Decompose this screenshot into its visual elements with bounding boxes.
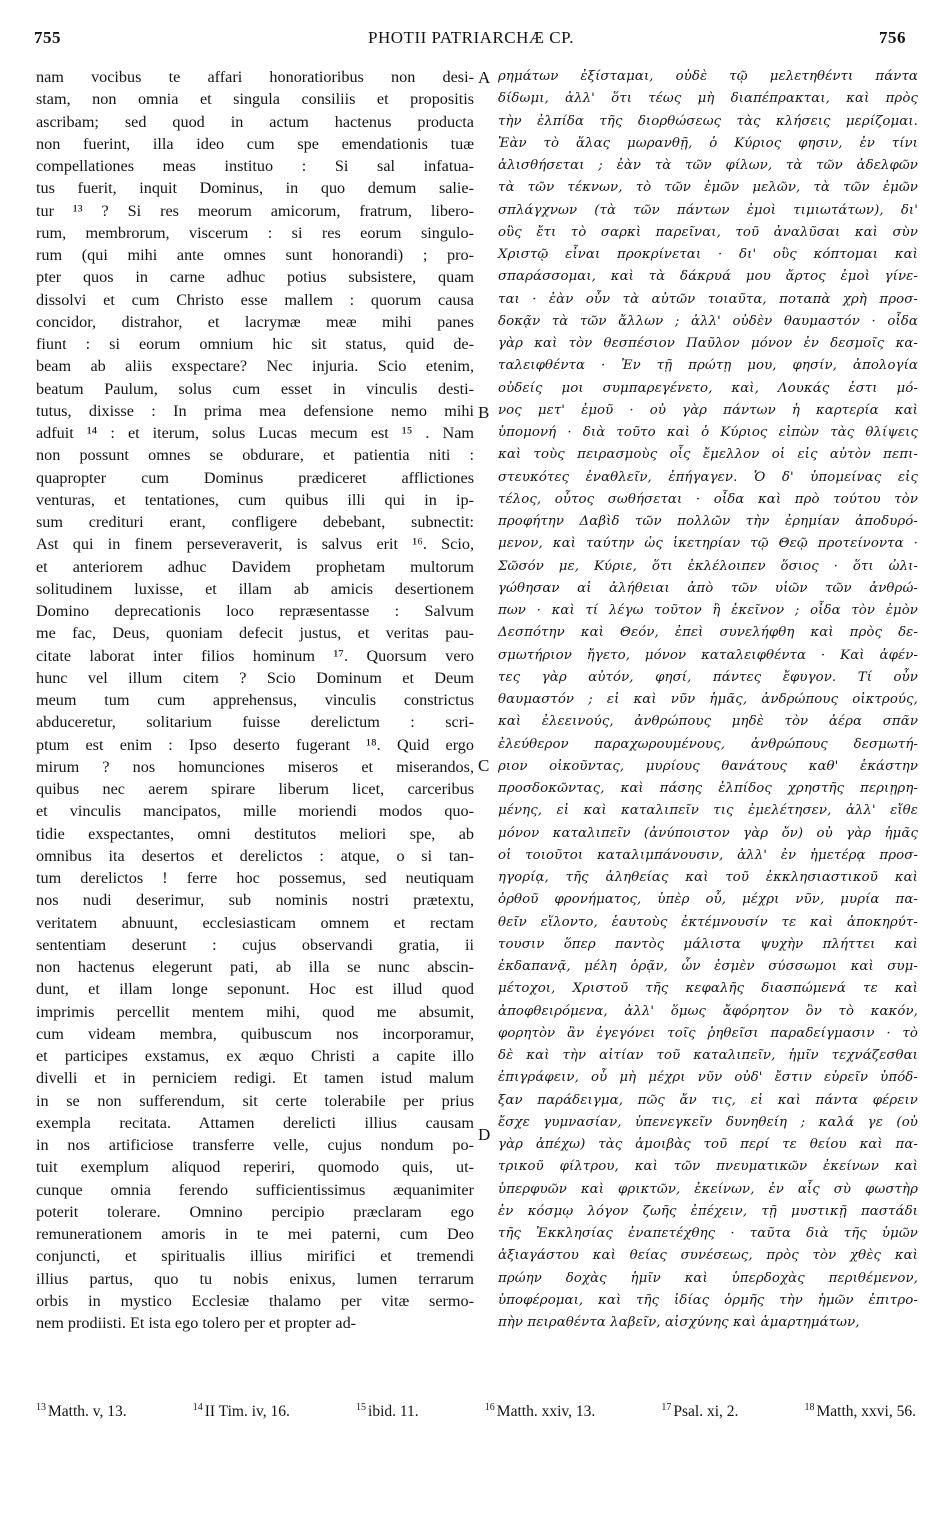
latin-text-line: tidie exspectantes, omni destitutos meliori spe, ab <box>36 824 474 843</box>
greek-text-line: ἐκδαπανᾷ, μέλη ὁρᾷν, ὧν ἐσμὲν σύσσωμοι καὶ συμ- <box>498 959 918 974</box>
latin-text-line: ptum est enim : Ipso deserto fugerant ¹⁸. Quid ergo <box>36 735 474 754</box>
latin-text-line: et anteriorem adhuc Davidem prophetam multorum <box>36 557 474 576</box>
running-title: PHOTII PATRIARCHÆ CP. <box>368 28 574 47</box>
latin-text-line: tum derelictos ! ferre hoc possemus, sed neutiquam <box>36 869 474 887</box>
latin-text-line: non fuerint, illa ideo cum spe emendationis tuæ <box>36 134 474 153</box>
greek-text-line: σπαράσσομαι, καὶ τὰ δάκρυά μου ἄρτος ἐμοὶ γίνε- <box>498 269 918 285</box>
section-marker-c: C <box>478 756 490 775</box>
latin-text-line: sum credituri erant, confligere debebant, subnectit: <box>36 513 474 531</box>
latin-text-line: exempla recitata. Attamen derelicti illius causam <box>36 1113 474 1132</box>
footnote-reference: II Tim. iv, 16. <box>204 1403 290 1421</box>
latin-text-line: citate laborat inter filios hominum ¹⁷. Quorsum vero <box>36 646 474 665</box>
latin-text-line: imprimis percellit mentem mihi, quod me absumit, <box>36 1002 474 1021</box>
footnote-reference: Matth, xxvi, 56. <box>816 1403 916 1421</box>
greek-column <box>498 66 918 1334</box>
footnote <box>193 1402 290 1426</box>
greek-text-line: ριον οἰκοῦντας, μυρίους θανάτους καθ' ἑκάστην <box>498 758 918 774</box>
latin-text-line: tuit exemplum aliquod reperiri, quomodo quis, ut- <box>36 1158 474 1177</box>
latin-text-line: tutus, dixisse : In prima mea defensione nemo mihi <box>36 401 474 420</box>
latin-text-line: in nos artificiose transferre velle, cujus nondum po- <box>36 1136 474 1154</box>
latin-text-line: mirum ? nos homunciones miseros et miserandos, <box>36 757 474 776</box>
latin-text-line: illius partus, quo tu nobis enixus, lumen terrarum <box>36 1269 474 1288</box>
greek-text-line: μενον, καὶ ταύτην ὡς ἱκετηρίαν τῷ Θεῷ προτείνοντα · <box>498 536 918 552</box>
greek-text-line: ἐν κόσμῳ λόγον ζωῆς ἐπέχειν, τῇ μυστικῇ παστάδι <box>498 1203 918 1219</box>
latin-text-line: tur ¹³ ? Si res meorum amicorum, fratrum, libero- <box>36 201 474 220</box>
latin-text-line: rum, membrorum, viscerum : si res eorum singulo- <box>36 223 474 242</box>
latin-text-line: quibus nec aerem spirare liberum licet, carceribus <box>36 780 474 798</box>
footnote-number: 17 <box>661 1402 672 1413</box>
greek-text-line: οἱ τοιοῦτοι καταλιμπάνουσιν, ἀλλ' ἐν ἡμετέρᾳ προσ- <box>498 847 918 863</box>
footnote-reference: ibid. 11. <box>368 1403 419 1421</box>
greek-text-line: ξαν παράδειγμα, πῶς ἄν τις, εἰ καὶ πάντα φέρειν <box>498 1092 918 1108</box>
greek-text-line: καὶ τοὺς πειρασμοὺς οἷς ἔμελλον οἱ εἰς αὐτὸν πεπι- <box>498 447 918 463</box>
greek-text-line: Χριστῷ εἶναι προκρίνεται · δι' οὓς κόπτομαι καὶ <box>498 247 918 262</box>
page-number-right: 756 <box>879 28 906 47</box>
latin-text-line: Domino deprecationis loco repræsentasse : Salvum <box>36 602 474 620</box>
latin-text-line: orbis in mystico Ecclesiæ thalamo per vitæ sermo- <box>36 1291 474 1310</box>
latin-text-line: quapropter cum Dominus prædiceret afflictiones <box>36 468 474 487</box>
footnote-number: 14 <box>192 1402 203 1413</box>
greek-text-line: γώθησαν αἱ ἀλήθειαι ἀπὸ τῶν υἱῶν τῶν ἀνθρώ- <box>498 580 918 596</box>
latin-text-line: non possunt omnes se obdurare, et patientia niti : <box>36 446 474 465</box>
greek-text-line: τουσιν ὅπερ παντὸς μάλιστα ψυχὴν πλήττει καὶ <box>498 936 918 952</box>
greek-text-line: ται · ἐὰν οὖν τὰ αὐτῶν τοιαῦτα, ποταπὰ χρὴ προσ- <box>498 291 918 307</box>
footnote-reference: Matth. v, 13. <box>48 1403 127 1421</box>
section-marker-d: D <box>478 1125 491 1144</box>
latin-text-line: adfuit ¹⁴ : et iterum, solus Lucas mecum est ¹⁵ . Nam <box>36 424 474 442</box>
latin-text-line: nem prodiisti. Et ista ego tolero per et propter ad- <box>36 1314 357 1332</box>
latin-text-line: sententiam deserunt : cujus observandi gratia, ii <box>36 935 474 954</box>
greek-text-line: πὴν πειραθέντα λαβεῖν, αἰσχύνης καὶ ἁμαρτημάτων, <box>498 1315 860 1330</box>
latin-text-line: beatum Paulum, solus cum esset in vinculis desti- <box>36 379 474 398</box>
greek-text-line: ἀποφθειρόμενα, ἀλλ' ὅμως ἄφόρητον ὂν τὸ κακόν, <box>498 1003 918 1019</box>
latin-text-line: omnibus ita desertos et derelictos : atque, o si tan- <box>36 846 474 865</box>
greek-text-line: τρικοῦ φίλτρου, καὶ τῶν πνευματικῶν ἐκείνων καὶ <box>498 1159 918 1175</box>
greek-text-line: φορητὸν ἂν ἐγεγόνει τοῖς ῥηθεῖσι παραδείγμασιν · τὸ <box>498 1025 918 1041</box>
greek-text-line: ἁλισθήσεται ; ἐὰν τὰ τῶν φίλων, τὰ τῶν ἀδελφῶν <box>498 158 918 173</box>
greek-text-line: γὰρ καὶ τὸν θεσπέσιον Παῦλον μόνον ἐν δεσμοῖς κα- <box>498 336 918 351</box>
greek-text-line: σμωτήριον ἤγετο, μόνον καταλειφθέντα · Καὶ ἀφέν- <box>498 647 918 663</box>
greek-text-line: μόνον καταλιπεῖν (ἀνύποιστον γὰρ ὄν) οὐ γὰρ ἡμᾶς <box>498 825 918 841</box>
greek-text-line: δοκᾷν τὰ τῶν ἄλλων ; ἀλλ' οὐδὲν θαυμαστόν · οἶδα <box>498 313 918 329</box>
greek-text-line: μένης, εἰ καὶ καταλιπεῖν τις ἐμελέτησεν, ἀλλ' εἴθε <box>498 803 918 819</box>
latin-text-line: tus fuerit, inquit Dominus, in quo demum salie- <box>36 179 474 198</box>
greek-text-line: τὰ τῶν τέκνων, τὸ τῶν ἐμῶν μελῶν, τὰ τῶν ἐμῶν <box>498 180 918 196</box>
latin-text-line: dunt, et illam longe seponunt. Hoc est illud quod <box>36 980 474 999</box>
greek-text-line: ἔσχε γυμνασίαν, ὑπενεγκεῖν δυνηθείη ; καλά γε (οὐ <box>498 1114 918 1130</box>
greek-text-line: θεῖν εἵλοντο, ἑαυτοὺς ἐκτέμνουσίν τε καὶ ἀποκηρύτ- <box>498 914 918 930</box>
latin-text-line: abduceretur, solitarium fuisse derelictum : scri- <box>36 713 474 732</box>
greek-text-line: ρημάτων ἐξίσταμαι, οὐδὲ τῷ μελετηθέντι πάντα <box>498 69 918 84</box>
greek-text-line: οὐδείς μοι συμπαρεγένετο, καὶ, Λουκάς ἐστι μό- <box>498 380 918 396</box>
greek-text-line: ταλειφθέντα · Ἐν τῇ πρώτῃ μου, φησίν, ἀπολογία <box>498 358 918 374</box>
footnote-number: 13 <box>36 1402 46 1413</box>
greek-text-line: προσδοκῶντας, καὶ πάσης ἐλπίδος χρηστῆς περιῃρη- <box>498 781 918 796</box>
latin-text-line: cunque omnia ferendo sufficientissimus æquanimiter <box>36 1180 474 1199</box>
greek-text-line: προφήτην Δαβὶδ τῶν πολλῶν τὴν ἐρημίαν ἀποδυρό- <box>498 514 918 529</box>
greek-text-line: μέτοχοι, Χριστοῦ τῆς κεφαλῆς διασπώμενά τε καὶ <box>498 981 918 997</box>
greek-text-line: νος μετ' ἐμοῦ · οὐ γὰρ πάντων ἡ καρτερία καὶ <box>498 402 918 418</box>
greek-text-line: ὑποφέρομαι, καὶ τῆς ἰδίας ὁρμῆς τὴν ἡμῶν ἐπιτρο- <box>498 1292 918 1308</box>
greek-text-line: Ἐὰν τὸ ἅλας μωρανθῇ, ὁ Κύριος φησιν, ἐν τίνι <box>498 135 918 151</box>
greek-text-line: τῆς Ἐκκλησίας ἐναπετέχθης · ταῦτα διὰ τῆς ὑμῶν <box>498 1226 918 1241</box>
greek-text-line: ἀξιαγάστου καὶ θείας συνέσεως, πρὸς τὸν χθὲς καὶ <box>498 1248 918 1264</box>
latin-text-line: et participes exstamus, ex æquo Christi a capite illo <box>36 1047 474 1065</box>
latin-text-line: me fac, Deus, quoniam defecit justus, et veritas pau- <box>36 624 474 643</box>
footnote <box>36 1402 127 1426</box>
footnote-reference: Matth. xxiv, 13. <box>496 1403 596 1421</box>
footnote <box>485 1402 595 1426</box>
greek-text-line: πων · καὶ τί λέγω τοῦτον ἢ ἐκεῖνον ; οἶδα τὸν ἐμὸν <box>498 603 918 618</box>
footnote <box>805 1402 916 1426</box>
running-header <box>28 28 914 54</box>
latin-text-line: remunerationem amoris in te mei paterni, cum Deo <box>36 1225 474 1243</box>
latin-text-line: Ast qui in finem perseveraverit, is salvus erit ¹⁶. Scio, <box>36 535 474 554</box>
footnote <box>661 1402 738 1426</box>
footnotes <box>36 1402 916 1426</box>
footnote-number: 15 <box>356 1402 367 1413</box>
latin-text-line: solitudinem luxisse, et illam ab amicis desertionem <box>36 579 474 598</box>
latin-text-line: nam vocibus te affari honoratioribus non desi- <box>36 68 474 86</box>
greek-text-line: τες γὰρ αὐτόν, φησί, πάντες ἔφυγον. Τί οὖν <box>498 669 918 685</box>
greek-text-line: οὓς ἔτι τὸ σαρκὶ παρεῖναι, τοῦ ἀναλῦσαι καὶ σὺν <box>498 224 918 240</box>
latin-text-line: rum (qui mihi ante omnes sunt honorandi) ; pro- <box>36 246 474 264</box>
latin-text-line: venturas, et tentationes, cum quibus illi qui in ip- <box>36 490 474 509</box>
greek-text-line: ὀρθοῦ φρονήματος, ὑπὲρ οὗ, μέχρι νῦν, μυρία πα- <box>498 892 918 908</box>
section-marker-b: B <box>478 403 490 422</box>
greek-text-line: ἐπιγράφειν, οὗ μὴ μέχρι νῦν οὐδ' ἔστιν εὑρεῖν ὑπόδ- <box>498 1070 918 1086</box>
greek-text-line: ὑπομονή · διὰ τοῦτο καὶ ὁ Κύριος εἰπὼν τὰς θλίψεις <box>498 425 918 440</box>
latin-text-line: conjuncti, et spiritualis illius mirifici et tremendi <box>36 1247 474 1266</box>
footnote-number: 18 <box>804 1402 815 1413</box>
greek-text-line: ὑπερφυῶν καὶ φρικτῶν, ἐκείνων, ἐν αἷς σὺ φωστὴρ <box>498 1181 918 1197</box>
footnote <box>356 1402 419 1426</box>
page-number-left: 755 <box>34 28 61 47</box>
greek-text-line: θαυμαστόν ; εἰ καὶ νῦν ἡμᾶς, ἀνδρώπους οἰκτρούς, <box>498 692 918 707</box>
latin-text-line: concidor, distrahor, et lacrymæ meæ mihi panes <box>36 312 474 331</box>
latin-text-line: hunc vel illum citem ? Scio Dominum et Deum <box>36 668 474 687</box>
latin-text-line: poterit tolerare. Omnino percipio præclaram ego <box>36 1202 474 1221</box>
greek-text-line: δίδωμι, ἀλλ' ὅτι τέως μὴ διαπέπρακται, καὶ πρὸς <box>498 91 918 107</box>
greek-text-line: γὰρ ἀπέχω) τὰς ἀμοιβὰς τοῦ περί τε θείου καὶ πα- <box>498 1137 918 1152</box>
latin-text-line: et vinculis mancipatos, mille moriendi modos quo- <box>36 802 474 821</box>
greek-text-line: τὴν ἐλπίδα τῆς διορθώσεως τὰς κλήσεις μερίζομαι. <box>498 113 918 129</box>
latin-text-line: compellationes meas instituo : Si sal infatua- <box>36 157 474 175</box>
section-marker-a: A <box>478 68 491 87</box>
greek-text-line: καὶ ἐλεεινούς, ἀνθρώπους μηδὲ τὸν ἀέρα σπᾶν <box>498 714 918 730</box>
greek-text-line: Σῶσόν με, Κύριε, ὅτι ἐκλέλοιπεν ὅσιος · ὅτι ὠλι- <box>498 558 918 574</box>
latin-text-line: pter quos in carne adhuc potius subsistere, quam <box>36 268 474 287</box>
latin-text-line: ascribam; sed quod in actum hactenus producta <box>36 112 474 131</box>
latin-text-line: beam ab aliis exspectare? Nec injuria. Scio etenim, <box>36 357 474 376</box>
latin-text-line: dissolvi et cum Christo esse mallem : quorum causa <box>36 290 474 309</box>
latin-text-line: meum tum cum apprehensus, vinculis constrictus <box>36 691 474 709</box>
latin-text-line: in se non sufferendum, sit certe tolerabile per prius <box>36 1091 474 1110</box>
greek-text-line: ηγορίᾳ, τῆς ἀληθείας καὶ τοῦ ἐκκλησιαστικοῦ καὶ <box>498 870 918 885</box>
footnote-reference: Psal. xi, 2. <box>673 1403 739 1421</box>
latin-text-line: fiunt : si eorum omnium hic sit status, quid de- <box>36 335 474 353</box>
latin-text-line: non hactenus elegerunt pati, ab illa se nunc abscin- <box>36 958 474 976</box>
latin-column <box>36 66 474 1334</box>
latin-text-line: cum videam membra, quibuscum nos incorporamur, <box>36 1024 474 1043</box>
greek-text-line: σπλάγχνων (τὰ τῶν πάντων ἐμοὶ τιμιωτάτων), δι' <box>498 202 918 218</box>
greek-text-line: πρώην δοχὰς ἡμῖν καὶ ὑπερδοχὰς περιθέμενον, <box>498 1270 918 1286</box>
greek-text-line: Δεσπότην καὶ Θεόν, ἐπεὶ συνελήφθη καὶ πρὸς δε- <box>498 625 918 641</box>
greek-text-line: τέλος, οὗτος σωθήσεται · οἶδα καὶ πρὸ τούτου τὸν <box>498 491 918 507</box>
latin-text-line: veritatem abnuunt, ecclesiasticam omnem et rectam <box>36 913 474 932</box>
footnote-number: 16 <box>484 1402 495 1413</box>
greek-text-line: ἐλεύθερον παραχωρουμένους, ἀνθρώπους δεσμωτή- <box>498 736 918 752</box>
greek-text-line: δὲ καὶ τὴν αἰτίαν τοῦ καταλιπεῖν, ἡμῖν τεχνάζεσθαι <box>498 1048 918 1063</box>
latin-text-line: stam, non omnia et singula consiliis et propositis <box>36 90 474 109</box>
greek-text-line: στευκότες ἐναθλεῖν, ἐπήγαγεν. Ὁ δ' ὑπομείνας εἰς <box>498 469 918 485</box>
latin-text-line: divelli et in perniciem redigi. Et tamen istud malum <box>36 1069 474 1088</box>
latin-text-line: nos nudi deserimur, sub nominis nostri prætextu, <box>36 891 474 910</box>
